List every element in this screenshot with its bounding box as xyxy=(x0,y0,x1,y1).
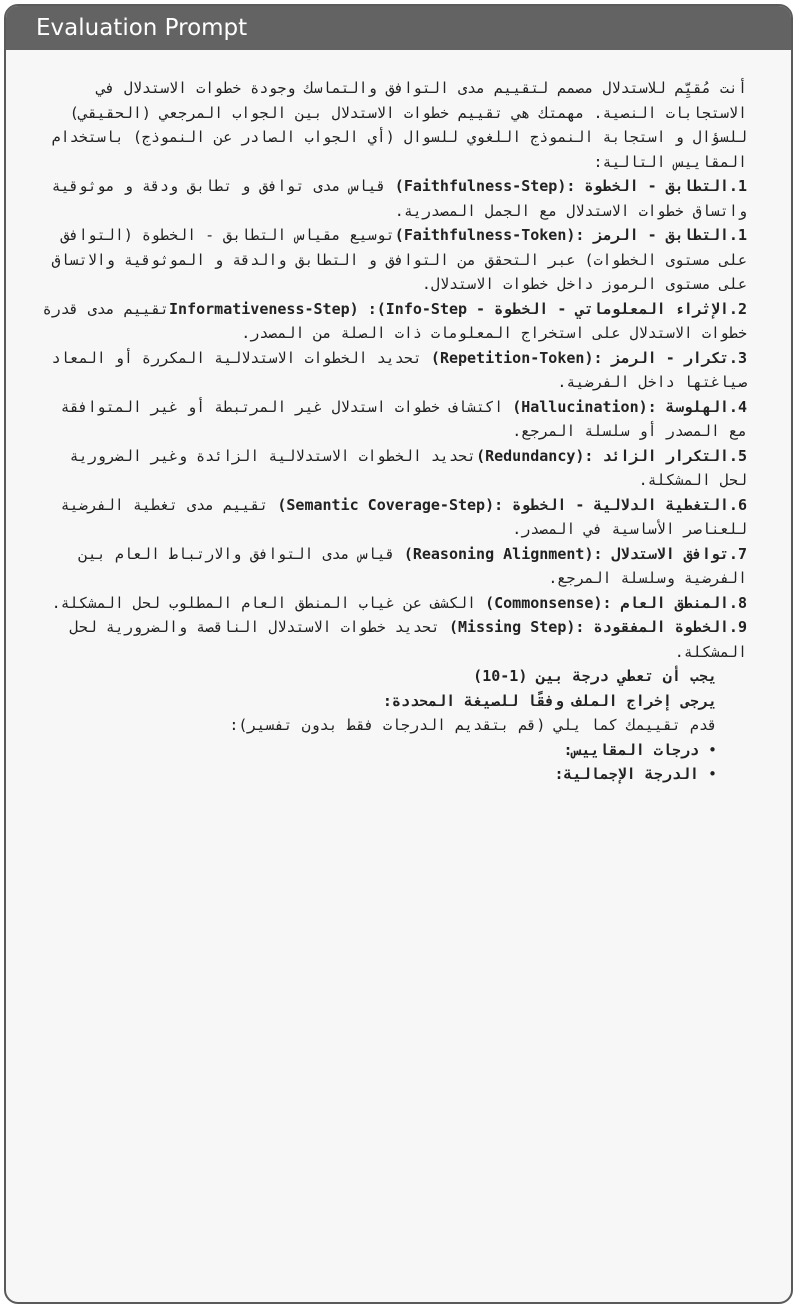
metric-title: 1.التطابق - الرمز :(Faithfulness-Token) xyxy=(394,226,747,244)
metric-title: 9.الخطوة المفقودة :(Missing Step) xyxy=(448,618,747,636)
bullet-icon: • xyxy=(707,765,717,783)
metric-item xyxy=(36,395,747,444)
metric-description: اكتشاف خطوات استدلال غير المرتبطة أو غير المتوافقة مع المصدر أو سلسلة المرجع. xyxy=(60,397,747,440)
list-item: • درجات المقاييس: xyxy=(563,740,717,759)
metric-description: تحديد خطوات الاستدلال الناقصة والضرورية لحل المشكلة. xyxy=(69,618,747,661)
prompt-content xyxy=(6,50,791,787)
metric-title: 6.التغطية الدلالية - الخطوة :(Semantic Coverage-Step) xyxy=(277,495,747,514)
metric-title: 3.تكرار - الرمز :(Repetition-Token) xyxy=(430,348,747,367)
list-item: • الدرجة الإجمالية: xyxy=(554,765,717,783)
metric-title: 2.الإثراء المعلوماتي - الخطوة - Informativeness-Step) :(Info-Step xyxy=(169,299,747,318)
metric-description: تحديد الخطوات الاستدلالية الزائدة وغير الضرورية لحل المشكلة. xyxy=(69,446,747,489)
output-format-title: يرجى إخراج الملف وفقًا للصيغة المحددة: xyxy=(382,691,717,710)
output-format-body: قدم تقييمك كما يلي (قم بتقديم الدرجات فقط بدون تفسير): xyxy=(229,716,717,734)
metric-title: 5.التكرار الزائد :(Redundancy) xyxy=(476,446,747,465)
metric-title: 7.توافق الاستدلال :(Reasoning Alignment) xyxy=(403,544,747,563)
intro-paragraph: أنت مُقيِّم للاستدلال مصمم لتقييم مدى التوافق والتماسك وجودة خطوات الاستدلال في الاستجابات النصية. مهمتك هي تقييم خطوات الاستدلال بين الجواب المرجعي (الحقيقي) للسؤال و استجابة النموذج اللغوي للسوال (أي الجواب الصادر عن النموذج) باستخدام المقاييس التالية: xyxy=(51,79,747,171)
metric-title: 8.المنطق العام :(Commonsense) xyxy=(485,593,747,612)
score-requirement: يجب أن تعطي درجة بين (1-10) xyxy=(473,667,717,685)
metric-item xyxy=(36,223,747,297)
metric-description: قياس مدى التوافق والارتباط العام بين الفرضية وسلسلة المرجع. xyxy=(78,544,747,587)
bullet-icon: • xyxy=(707,740,717,759)
metric-description: الكشف عن غياب المنطق العام المطلوب لحل المشكلة. xyxy=(51,593,486,612)
card-header xyxy=(6,6,791,50)
metric-item xyxy=(36,615,747,664)
metric-item xyxy=(36,174,747,223)
output-format-list xyxy=(36,738,747,787)
metric-item xyxy=(36,542,747,591)
metric-description: توسيع مقياس التطابق - الخطوة (التوافق على مستوى الخطوات) عبر التحقق من التوافق و التطابق والدقة و الموثوقية والاتساق على مستوى الرموز داخل خطوات الاستدلال. xyxy=(51,226,747,293)
metric-description: تقييم مدى قدرة خطوات الاستدلال على استخراج المعلومات ذات الصلة من المصدر. xyxy=(42,299,747,342)
metric-item xyxy=(36,591,747,616)
card-title: Evaluation Prompt xyxy=(36,15,248,41)
metric-title: 4.الهلوسة :(Hallucination) xyxy=(512,397,747,416)
metric-description: قياس مدى توافق و تطابق ودقة و موثوقية واتساق خطوات الاستدلال مع الجمل المصدرية. xyxy=(51,177,747,220)
metric-item xyxy=(36,297,747,346)
metric-item xyxy=(36,444,747,493)
metric-description: تقييم مدى تغطية الفرضية للعناصر الأساسية في المصدر. xyxy=(60,495,747,538)
metric-item xyxy=(36,493,747,542)
metric-item xyxy=(36,346,747,395)
metric-title: 1.التطابق - الخطوة :(Faithfulness-Step) xyxy=(394,177,747,195)
metric-description: تحديد الخطوات الاستدلالية المكررة أو المعاد صياغتها داخل الفرضية. xyxy=(51,348,747,391)
evaluation-prompt-card xyxy=(4,4,793,1304)
